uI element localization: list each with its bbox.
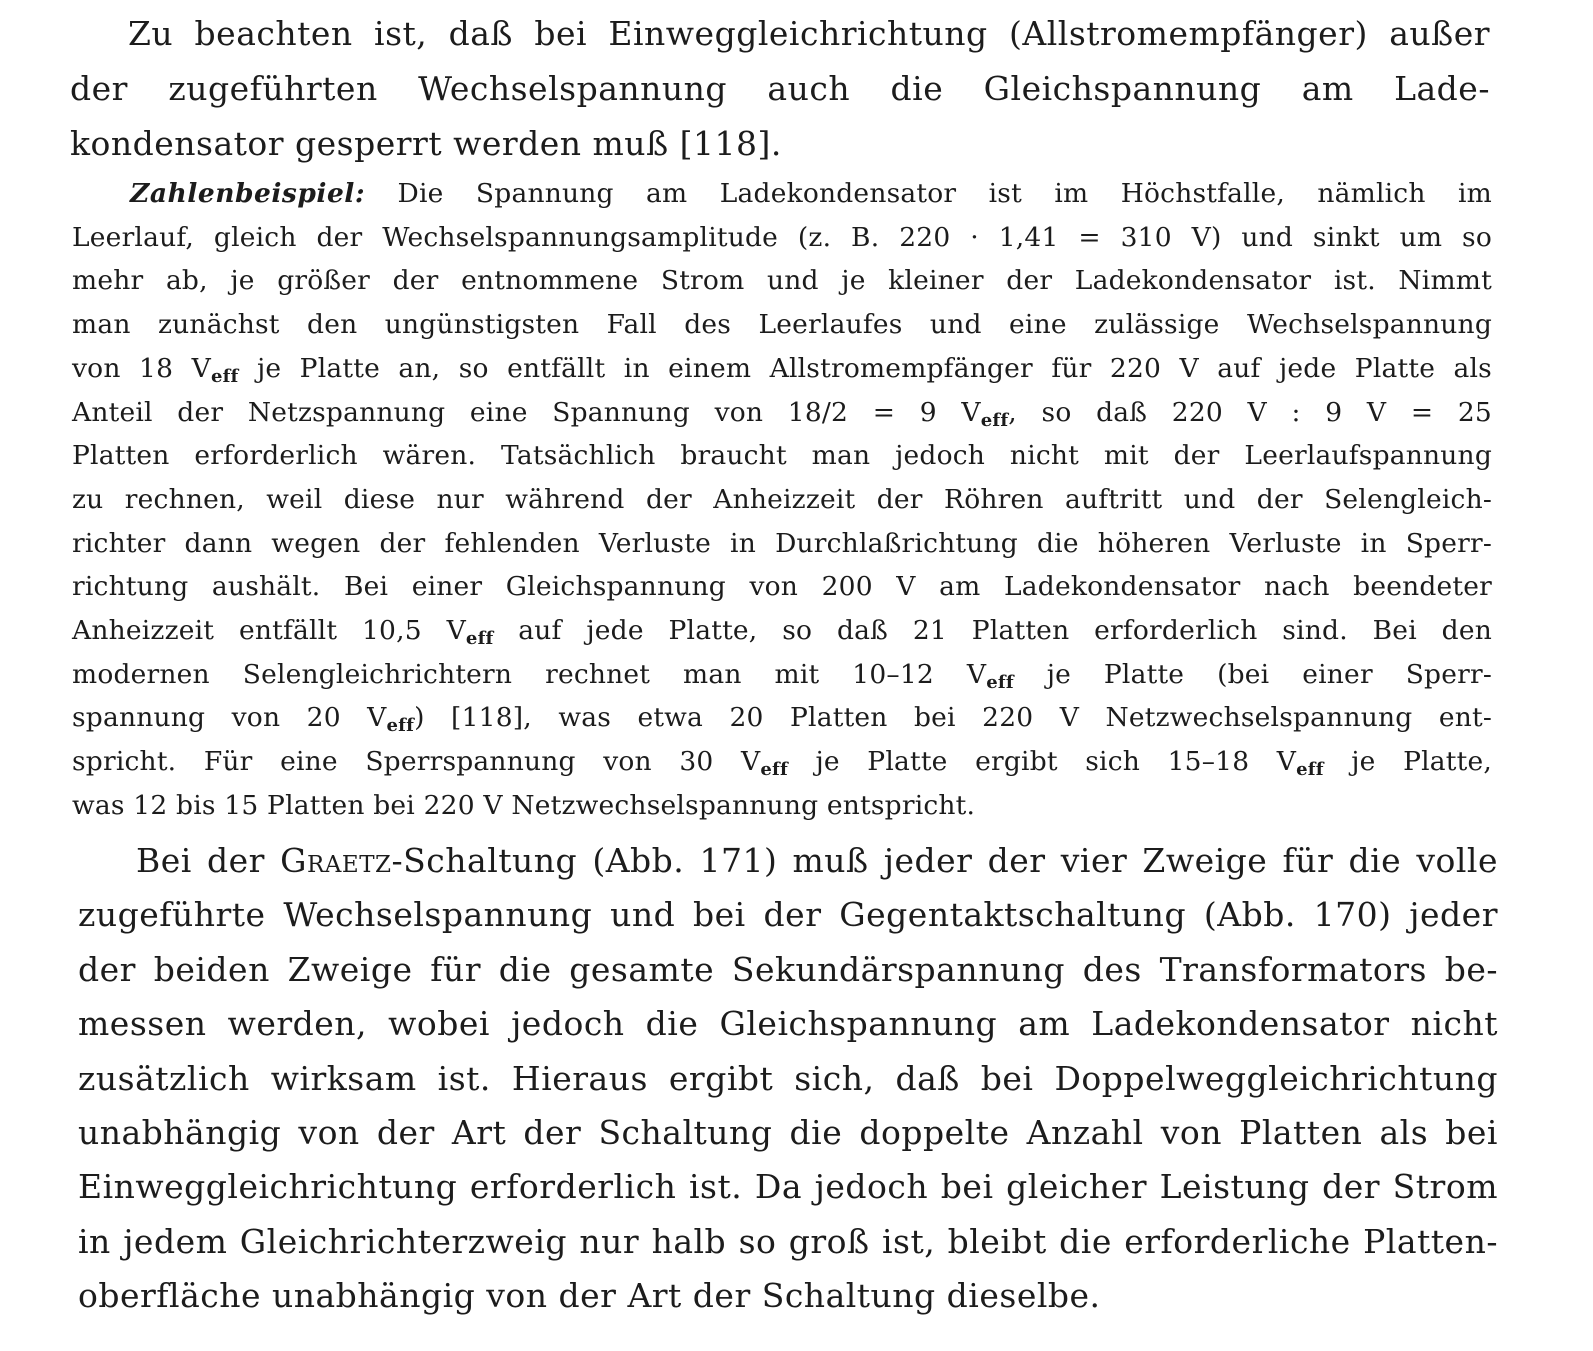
text-line: zugeführte Wechselspannung und bei der Gegentaktschaltung (Abb. 170) jeder [78,895,1498,935]
text-line: kondensator gesperrt werden muß [118]. [70,124,782,163]
text-line [72,653,1492,697]
text-run: , so daß 220 V : 9 V = 25 [1008,396,1492,428]
text-line: oberfläche unabhängig von der Art der Schaltung dieselbe. [78,1276,1101,1316]
text-line [72,347,1492,391]
text-line: man zunächst den ungünstigsten Fall des Leerlaufes und eine zulässige Wechselspannung [72,309,1492,341]
text-line [72,391,1492,435]
text-line: Zu beachten ist, daß bei Einweggleichrichtung (Allstromempfänger) außer [128,14,1490,53]
text-run: Die Spannung am Ladekondensator ist im Höchstfalle, nämlich im [397,178,1492,209]
text-run: -Schaltung (Abb. 171) muß jeder der vier Zweige für die volle [391,841,1498,880]
text-run: je Platte ergibt sich 15–18 V [787,746,1297,778]
text-line: Platten erforderlich wären. Tatsächlich braucht man jedoch nicht mit der Leerlaufspannung [72,440,1492,472]
text-line [72,740,1492,784]
text-run: von 18 V [72,352,211,384]
subscript-eff: eff [760,759,788,781]
subscript-eff: eff [980,409,1009,431]
text-line: der zugeführten Wechselspannung auch die Gleichspannung am Lade- [70,69,1490,108]
text-run: modernen Selengleichrichtern rechnet man mit 10–12 V [72,658,987,690]
text-line: der beiden Zweige für die gesamte Sekundärspannung des Transformators be- [78,949,1498,989]
subscript-eff: eff [986,671,1014,693]
text-line [72,696,1492,740]
text-run: je Platte, [1323,746,1492,778]
author-name: Graetz [280,841,392,880]
text-line: zu rechnen, weil diese nur während der Anheizzeit der Röhren auftritt und der Selengleich- [72,483,1492,515]
text-line [72,609,1492,653]
text-line: richtung aushält. Bei einer Gleichspannung von 200 V am Ladekondensator nach beendeter [72,571,1492,603]
text-run: je Platte an, so entfällt in einem Allstromempfänger für 220 V auf jede Platte als [238,352,1492,384]
text-run: je Platte (bei einer Sperr- [1013,658,1492,690]
text-line: was 12 bis 15 Platten bei 220 V Netzwechselspannung entspricht. [72,789,976,821]
subscript-eff: eff [1296,759,1324,781]
text-line [72,172,1492,216]
subscript-eff: eff [386,715,415,737]
text-run: Anteil der Netzspannung eine Spannung von 18/2 = 9 V [72,396,981,428]
text-line: mehr ab, je größer der entnommene Strom und je kleiner der Ladekondensator ist. Nimmt [72,265,1492,297]
text-line: unabhängig von der Art der Schaltung die doppelte Anzahl von Platten als bei [78,1113,1498,1153]
paragraph-graetz-schaltung [78,834,1498,1324]
paragraph-zahlenbeispiel [72,172,1492,828]
text-line: in jedem Gleichrichterzweig nur halb so groß ist, bleibt die erforderliche Platten- [78,1221,1498,1261]
text-run: ) [118], was etwa 20 Platten bei 220 V Netzwechselspannung ent- [414,702,1492,734]
text-run: Anheizzeit entfällt 10,5 V [72,615,466,647]
example-heading: Zahlenbeispiel: [130,178,366,209]
subscript-eff: eff [465,628,494,650]
subscript-eff: eff [210,365,239,387]
paragraph-einweggleichrichtung [70,6,1490,171]
text-line: Leerlauf, gleich der Wechselspannungsamplitude (z. B. 220 · 1,41 = 310 V) und sinkt um so [72,221,1492,253]
text-line: messen werden, wobei jedoch die Gleichspannung am Ladekondensator nicht [78,1004,1498,1044]
text-run: spannung von 20 V [72,702,387,734]
text-run: spricht. Für eine Sperrspannung von 30 V [72,746,761,778]
text-line: richter dann wegen der fehlenden Verluste in Durchlaßrichtung die höheren Verluste in Sperr- [72,527,1492,559]
text-line: zusätzlich wirksam ist. Hieraus ergibt sich, daß bei Doppelweggleichrichtung [78,1058,1498,1098]
text-run: Bei der [136,841,281,880]
text-line: Einweggleichrichtung erforderlich ist. Da jedoch bei gleicher Leistung der Strom [78,1167,1498,1207]
text-line [78,834,1498,888]
text-run: auf jede Platte, so daß 21 Platten erforderlich sind. Bei den [493,615,1492,647]
